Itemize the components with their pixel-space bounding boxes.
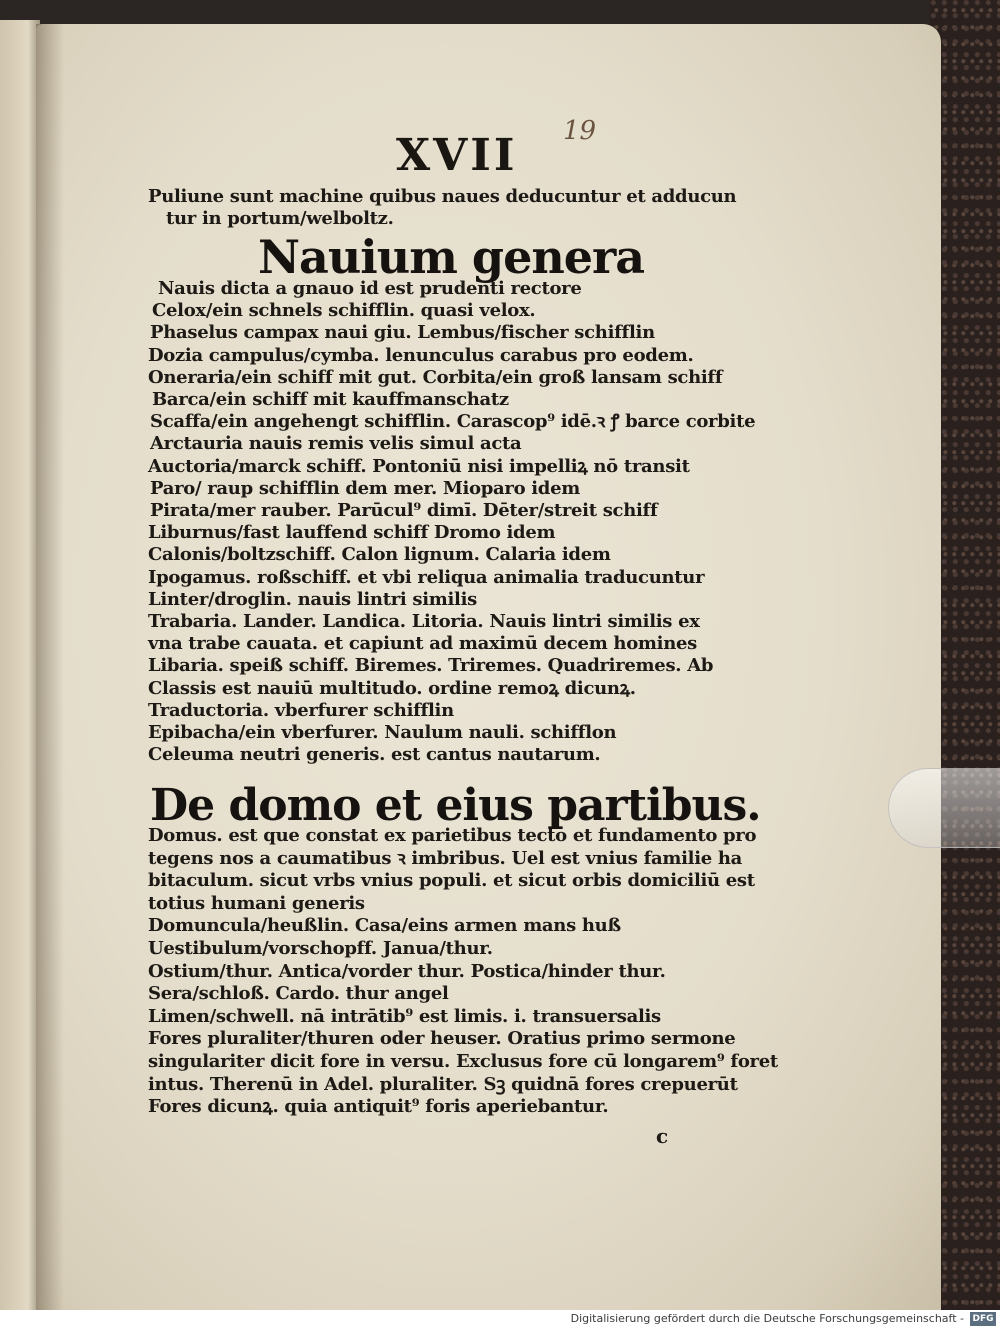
text-line: Domuncula/heußlin. Casa/eins armen mans huß — [148, 915, 621, 937]
text-line: Nauis dicta a gnauo id est prudenti rectore — [158, 278, 582, 299]
text-line: Pirata/mer rauber. Parūcul⁹ dimī. Dēter/streit schiff — [150, 500, 658, 521]
text-line: Paro/ raup schifflin dem mer. Mioparo idem — [150, 477, 580, 499]
text-line: Phaselus campax naui giu. Lembus/fischer schifflin — [150, 322, 655, 344]
footer-credit: Digitalisierung gefördert durch die Deutsche Forschungsgemeinschaft - — [570, 1312, 964, 1325]
text-line: Traductoria. vberfurer schifflin — [148, 699, 454, 721]
text-line: vna trabe cauata. et capiunt ad maximū decem homines — [148, 633, 697, 655]
page-gutter — [36, 24, 64, 1310]
text-line: Liburnus/fast lauffend schiff Dromo idem — [148, 522, 556, 544]
text-line: Calonis/boltzschiff. Calon lignum. Calaria idem — [148, 544, 611, 566]
text-line: Limen/schwell. nā intrātib⁹ est limis. i. transuersalis — [148, 1005, 661, 1027]
text-line: Trabaria. Lander. Landica. Litoria. Nauis lintri similis ex — [148, 611, 700, 632]
signature-mark: c — [656, 1124, 669, 1148]
text-line: Barca/ein schiff mit kauffmanschatz — [152, 389, 509, 410]
section-heading: De domo et eius partibus. — [150, 780, 761, 831]
text-line: Puliune sunt machine quibus naues deducuntur et adducun — [148, 186, 737, 207]
text-line: Fores dicunꝝ. quia antiquit⁹ foris aperiebantur. — [148, 1096, 609, 1118]
text-line: Libaria. speiß schiff. Biremes. Triremes. Quadriremes. Ab — [148, 655, 714, 677]
text-line: totius humani generis — [148, 892, 365, 914]
text-line: singulariter dicit fore in versu. Exclusus fore cū longarem⁹ foret — [148, 1051, 778, 1072]
text-line: bitaculum. sicut vrbs vnius populi. et sicut orbis domiciliū est — [148, 870, 755, 892]
text-line: Celeuma neutri generis. est cantus nautarum. — [148, 744, 601, 766]
text-line: Celox/ein schnels schifflin. quasi velox. — [152, 300, 536, 322]
text-line: intus. Therenū in Adel. pluraliter. Sꝫ quidnā fores crepuerūt — [148, 1073, 738, 1095]
text-line: Dozia campulus/cymba. lenunculus carabus pro eodem. — [148, 344, 694, 366]
dfg-logo: DFG — [970, 1312, 996, 1326]
text-line: Epibacha/ein vberfurer. Naulum nauli. schifflon — [148, 722, 617, 743]
text-line: Domus. est que constat ex parietibus tecto et fundamento pro — [148, 825, 757, 846]
text-line: Linter/droglin. nauis lintri similis — [148, 588, 477, 610]
text-line: tegens nos a caumatibus ꝛ imbribus. Uel est vnius familie ha — [148, 847, 743, 869]
text-line: Uestibulum/vorschopff. Janua/thur. — [148, 938, 493, 959]
text-line: Oneraria/ein schiff mit gut. Corbita/ein groß lansam schiff — [148, 366, 723, 388]
folio-number: XVII — [396, 130, 518, 181]
text-line: Auctoria/marck schiff. Pontoniū nisi impelliꝝ nō transit — [148, 455, 690, 477]
text-line: Arctauria nauis remis velis simul acta — [150, 433, 522, 455]
text-line: Scaffa/ein angehengt schifflin. Carascop⁹ idē.ꝛ ꝭ barce corbite — [150, 411, 756, 433]
text-line: tur in portum/welboltz. — [166, 208, 394, 229]
text-line: Ipogamus. roßschiff. et vbi reliqua animalia traducuntur — [148, 566, 705, 588]
handwritten-page-number: 19 — [563, 116, 597, 146]
facing-page-edge — [0, 20, 40, 1310]
text-line: Classis est nauiū multitudo. ordine remoꝝ dicunꝝ. — [148, 677, 636, 699]
text-line: Fores pluraliter/thuren oder heuser. Oratius primo sermone — [148, 1028, 736, 1050]
section-heading: Nauium genera — [258, 230, 645, 284]
text-line: Sera/schloß. Cardo. thur angel — [148, 983, 449, 1005]
text-line: Ostium/thur. Antica/vorder thur. Postica/hinder thur. — [148, 960, 666, 982]
plastic-bookmark — [888, 768, 1000, 848]
